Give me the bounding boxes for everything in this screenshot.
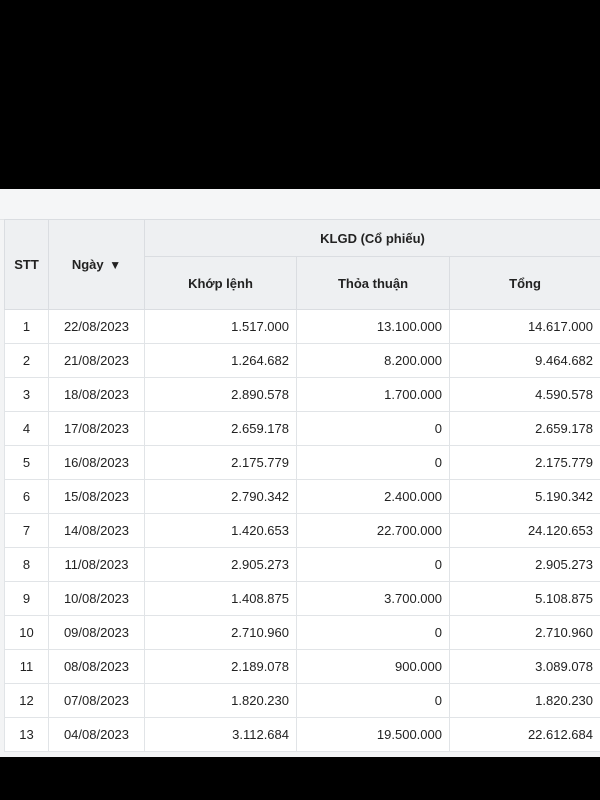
cell-stt: 3: [5, 378, 49, 412]
cell-ngay: 08/08/2023: [49, 650, 145, 684]
table-row: [5, 548, 600, 582]
cell-ngay: 09/08/2023: [49, 616, 145, 650]
table-row: [5, 378, 600, 412]
cell-tong: 22.612.684: [450, 718, 600, 752]
cell-tong: 14.617.000: [450, 310, 600, 344]
cell-ngay: 10/08/2023: [49, 582, 145, 616]
cell-stt: 10: [5, 616, 49, 650]
cell-thoa-thuan: 8.200.000: [297, 344, 450, 378]
cell-tong: 3.089.078: [450, 650, 600, 684]
cell-ngay: 14/08/2023: [49, 514, 145, 548]
cell-khop-lenh: 2.189.078: [145, 650, 297, 684]
cell-khop-lenh: 1.517.000: [145, 310, 297, 344]
cell-tong: 4.590.578: [450, 378, 600, 412]
cell-khop-lenh: 2.175.779: [145, 446, 297, 480]
cell-ngay: 04/08/2023: [49, 718, 145, 752]
cell-ngay: 21/08/2023: [49, 344, 145, 378]
header-khop-lenh: Khớp lệnh: [145, 257, 297, 310]
cell-tong: 2.905.273: [450, 548, 600, 582]
table-row: [5, 480, 600, 514]
cell-tong: 2.659.178: [450, 412, 600, 446]
cell-thoa-thuan: 0: [297, 412, 450, 446]
cell-stt: 13: [5, 718, 49, 752]
header-tong: Tổng: [450, 257, 600, 310]
cell-khop-lenh: 1.264.682: [145, 344, 297, 378]
cell-tong: 1.820.230: [450, 684, 600, 718]
header-ngay-sort[interactable]: [49, 220, 145, 310]
cell-stt: 11: [5, 650, 49, 684]
cell-thoa-thuan: 0: [297, 616, 450, 650]
cell-tong: 2.710.960: [450, 616, 600, 650]
cell-stt: 4: [5, 412, 49, 446]
cell-tong: 5.190.342: [450, 480, 600, 514]
trading-volume-panel: [0, 189, 600, 757]
cell-khop-lenh: 2.710.960: [145, 616, 297, 650]
panel-top-strip: [0, 189, 600, 220]
header-klgd-group: KLGD (Cổ phiếu): [145, 220, 600, 257]
table-row: [5, 650, 600, 684]
table-row: [5, 582, 600, 616]
table-row: [5, 616, 600, 650]
cell-ngay: 11/08/2023: [49, 548, 145, 582]
trading-volume-table: [4, 219, 600, 752]
cell-stt: 9: [5, 582, 49, 616]
cell-stt: 6: [5, 480, 49, 514]
cell-thoa-thuan: 900.000: [297, 650, 450, 684]
table-row: [5, 684, 600, 718]
cell-khop-lenh: 1.408.875: [145, 582, 297, 616]
header-ngay-label: Ngày: [71, 257, 104, 272]
cell-khop-lenh: 1.820.230: [145, 684, 297, 718]
cell-tong: 5.108.875: [450, 582, 600, 616]
cell-ngay: 16/08/2023: [49, 446, 145, 480]
cell-khop-lenh: 2.890.578: [145, 378, 297, 412]
cell-tong: 24.120.653: [450, 514, 600, 548]
cell-ngay: 18/08/2023: [49, 378, 145, 412]
cell-ngay: 17/08/2023: [49, 412, 145, 446]
cell-stt: 12: [5, 684, 49, 718]
cell-ngay: 22/08/2023: [49, 310, 145, 344]
cell-ngay: 15/08/2023: [49, 480, 145, 514]
cell-thoa-thuan: 22.700.000: [297, 514, 450, 548]
cell-stt: 1: [5, 310, 49, 344]
sort-down-arrow-icon: ▼: [109, 258, 122, 272]
cell-stt: 8: [5, 548, 49, 582]
table-row: [5, 446, 600, 480]
cell-thoa-thuan: 3.700.000: [297, 582, 450, 616]
table-body: [5, 310, 600, 752]
cell-stt: 7: [5, 514, 49, 548]
cell-khop-lenh: 2.905.273: [145, 548, 297, 582]
cell-thoa-thuan: 2.400.000: [297, 480, 450, 514]
table-row: [5, 718, 600, 752]
table-row: [5, 310, 600, 344]
cell-thoa-thuan: 1.700.000: [297, 378, 450, 412]
cell-khop-lenh: 2.659.178: [145, 412, 297, 446]
cell-thoa-thuan: 0: [297, 548, 450, 582]
cell-stt: 5: [5, 446, 49, 480]
cell-thoa-thuan: 0: [297, 684, 450, 718]
cell-khop-lenh: 3.112.684: [145, 718, 297, 752]
cell-thoa-thuan: 13.100.000: [297, 310, 450, 344]
header-stt: STT: [5, 220, 49, 310]
cell-khop-lenh: 1.420.653: [145, 514, 297, 548]
table-row: [5, 412, 600, 446]
table-row: [5, 514, 600, 548]
cell-tong: 9.464.682: [450, 344, 600, 378]
cell-stt: 2: [5, 344, 49, 378]
header-thoa-thuan: Thỏa thuận: [297, 257, 450, 310]
cell-thoa-thuan: 19.500.000: [297, 718, 450, 752]
cell-ngay: 07/08/2023: [49, 684, 145, 718]
cell-thoa-thuan: 0: [297, 446, 450, 480]
cell-khop-lenh: 2.790.342: [145, 480, 297, 514]
table-row: [5, 344, 600, 378]
cell-tong: 2.175.779: [450, 446, 600, 480]
